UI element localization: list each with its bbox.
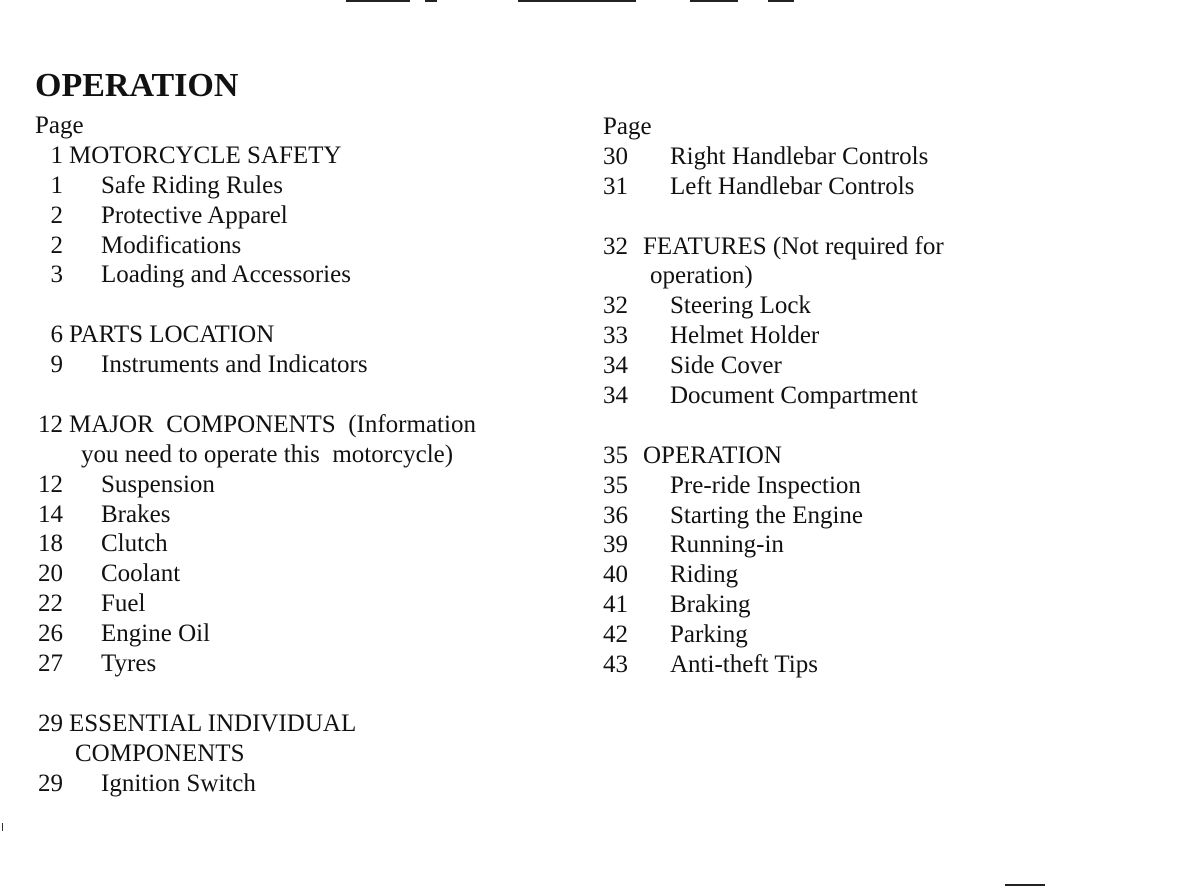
page-number: 40 <box>603 561 628 589</box>
scan-mark <box>768 0 794 2</box>
toc-entry[interactable] <box>35 649 476 679</box>
toc-section-heading[interactable] <box>603 441 944 471</box>
page-number: 9 <box>50 351 63 379</box>
toc-entry[interactable] <box>35 171 476 201</box>
entry-title: Engine Oil <box>101 620 211 648</box>
entry-title: Running-in <box>670 531 784 559</box>
section-title-continuation: COMPONENTS <box>75 739 245 767</box>
section-title: MOTORCYCLE SAFETY <box>69 141 342 169</box>
page-number: 43 <box>603 651 628 679</box>
toc-entry[interactable] <box>603 172 944 202</box>
page-number: 29 <box>38 769 63 797</box>
entry-title: Anti-theft Tips <box>670 651 818 679</box>
entry-title: Helmet Holder <box>670 322 820 350</box>
entry-title: Loading and Accessories <box>101 261 351 289</box>
scan-mark <box>425 0 437 2</box>
page-number: 36 <box>603 501 628 529</box>
section-title: MAJOR COMPONENTS (Information <box>69 410 476 438</box>
section-title: FEATURES (Not required for <box>643 232 944 260</box>
scan-mark <box>2 823 3 831</box>
toc-entry[interactable] <box>35 559 476 589</box>
page-number: 34 <box>603 382 628 410</box>
toc-entry[interactable] <box>35 589 476 619</box>
toc-left-column <box>35 111 476 798</box>
entry-title: Parking <box>670 621 748 649</box>
page-number: 34 <box>603 352 628 380</box>
page-number: 20 <box>38 560 63 588</box>
toc-entry[interactable] <box>35 529 476 559</box>
toc-entry[interactable] <box>603 351 944 381</box>
entry-title: Braking <box>670 591 751 619</box>
entry-title: Safe Riding Rules <box>101 171 283 199</box>
page-title: OPERATION <box>35 67 239 104</box>
entry-title: Suspension <box>101 470 215 498</box>
toc-entry[interactable] <box>603 291 944 321</box>
entry-title: Starting the Engine <box>670 501 864 529</box>
page-number: 3 <box>50 261 63 289</box>
toc-entry[interactable] <box>603 530 944 560</box>
entry-title: Side Cover <box>670 352 782 380</box>
scan-mark <box>1005 884 1045 886</box>
page-number: 26 <box>38 620 63 648</box>
toc-section-heading[interactable] <box>35 709 476 739</box>
entry-title: Right Handlebar Controls <box>670 142 929 170</box>
section-title-continuation: you need to operate this motorcycle) <box>81 440 454 468</box>
entry-title: Brakes <box>101 500 171 528</box>
page-number: 33 <box>603 322 628 350</box>
page-number: 14 <box>38 500 63 528</box>
scan-mark <box>346 0 410 2</box>
toc-section-heading[interactable] <box>35 410 476 440</box>
page-number: 39 <box>603 531 628 559</box>
entry-title: Riding <box>670 561 739 589</box>
toc-entry[interactable] <box>35 500 476 530</box>
scan-mark <box>690 0 738 2</box>
toc-entry[interactable] <box>603 142 944 172</box>
page-number: 12 <box>38 410 63 438</box>
page-number: 22 <box>38 590 63 618</box>
page-number: 29 <box>38 709 63 737</box>
page-number: 2 <box>50 201 63 229</box>
toc-entry[interactable] <box>35 350 476 380</box>
toc-entry[interactable] <box>603 471 944 501</box>
toc-entry[interactable] <box>35 231 476 261</box>
entry-title: Steering Lock <box>670 292 811 320</box>
page-column-label: Page <box>35 112 84 139</box>
toc-entry[interactable] <box>35 260 476 290</box>
toc-entry[interactable] <box>603 620 944 650</box>
entry-title: Clutch <box>101 530 168 558</box>
toc-entry[interactable] <box>603 560 944 590</box>
scan-mark <box>518 0 636 2</box>
entry-title: Coolant <box>101 560 181 588</box>
toc-entry[interactable] <box>603 381 944 411</box>
page-number: 31 <box>603 172 628 200</box>
entry-title: Ignition Switch <box>101 769 256 797</box>
entry-title: Document Compartment <box>670 382 918 410</box>
toc-right-column <box>603 112 944 680</box>
entry-title: Protective Apparel <box>101 201 288 229</box>
entry-title: Instruments and Indicators <box>101 351 368 379</box>
page-number: 42 <box>603 621 628 649</box>
page-number: 18 <box>38 530 63 558</box>
section-title-continuation: operation) <box>650 262 753 290</box>
section-title: ESSENTIAL INDIVIDUAL <box>69 709 357 737</box>
page-number: 27 <box>38 650 63 678</box>
page-number: 32 <box>603 232 628 260</box>
page-number: 32 <box>603 292 628 320</box>
page-number: 1 <box>50 171 63 199</box>
entry-title: Pre-ride Inspection <box>670 471 861 499</box>
entry-title: Tyres <box>101 650 157 678</box>
section-title: PARTS LOCATION <box>69 321 275 349</box>
section-title: OPERATION <box>643 441 782 469</box>
page-number: 35 <box>603 471 628 499</box>
entry-title: Modifications <box>101 231 242 259</box>
page-number: 12 <box>38 470 63 498</box>
page-number: 2 <box>50 231 63 259</box>
toc-entry[interactable] <box>35 769 476 799</box>
toc-section-heading[interactable] <box>35 141 476 171</box>
page-column-label: Page <box>603 113 652 140</box>
toc-entry[interactable] <box>35 470 476 500</box>
page-number: 35 <box>603 441 628 469</box>
page-number: 41 <box>603 591 628 619</box>
toc-entry[interactable] <box>603 590 944 620</box>
entry-title: Fuel <box>101 590 146 618</box>
toc-section-heading[interactable] <box>603 232 944 262</box>
toc-section-heading[interactable] <box>35 320 476 350</box>
toc-entry[interactable] <box>603 650 944 680</box>
toc-entry[interactable] <box>603 501 944 531</box>
entry-title: Left Handlebar Controls <box>670 172 915 200</box>
toc-entry[interactable] <box>603 321 944 351</box>
page-number: 6 <box>50 321 63 349</box>
page-number: 1 <box>50 141 63 169</box>
page-number: 30 <box>603 142 628 170</box>
toc-entry[interactable] <box>35 619 476 649</box>
toc-entry[interactable] <box>35 201 476 231</box>
